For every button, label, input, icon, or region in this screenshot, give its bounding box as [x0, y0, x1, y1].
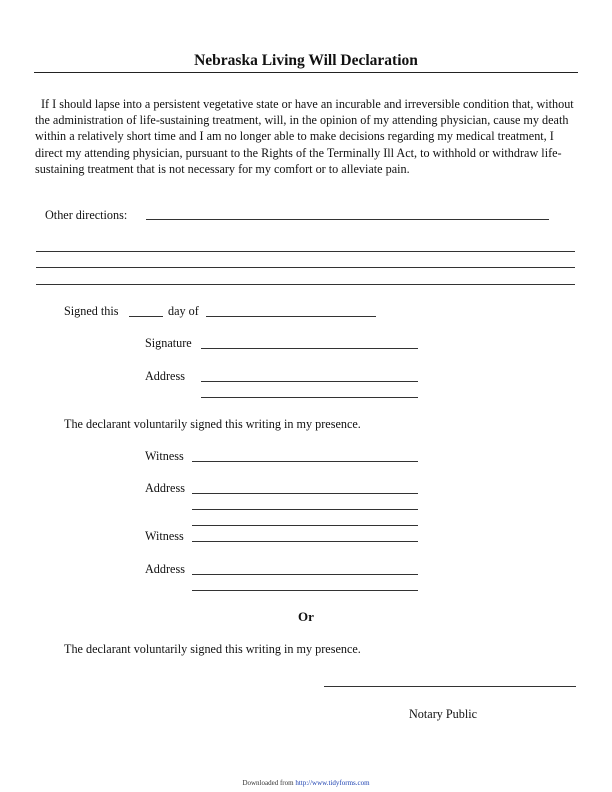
or-separator: Or	[298, 609, 314, 624]
witness-1-address-field-1[interactable]	[192, 493, 418, 494]
footer-prefix: Downloaded from	[242, 779, 294, 787]
witness-presence-statement: The declarant voluntarily signed this writing in my presence.	[64, 417, 361, 431]
other-directions-field[interactable]	[146, 219, 549, 220]
witness-2-address-label: Address	[145, 562, 185, 576]
witness-2-field[interactable]	[192, 541, 418, 542]
witness-1-address-field-3[interactable]	[192, 525, 418, 526]
witness-2-address-field-2[interactable]	[192, 590, 418, 591]
notary-signature-field[interactable]	[324, 686, 576, 687]
document-title: Nebraska Living Will Declaration	[194, 52, 418, 69]
signature-label: Signature	[145, 336, 192, 350]
declarant-address-label: Address	[145, 369, 185, 383]
witness-2-label: Witness	[145, 529, 184, 543]
other-directions-line-3[interactable]	[36, 267, 575, 268]
witness-2-address-field-1[interactable]	[192, 574, 418, 575]
other-directions-line-2[interactable]	[36, 251, 575, 252]
witness-1-field[interactable]	[192, 461, 418, 462]
title-divider	[34, 72, 578, 73]
other-directions-line-4[interactable]	[36, 284, 575, 285]
witness-1-address-field-2[interactable]	[192, 509, 418, 510]
download-footer	[0, 779, 612, 787]
other-directions-label: Other directions:	[45, 208, 128, 222]
day-of-label: day of	[168, 304, 199, 318]
declarant-address-field-1[interactable]	[201, 381, 418, 382]
declarant-address-field-2[interactable]	[201, 397, 418, 398]
signature-field[interactable]	[201, 348, 418, 349]
notary-public-label: Notary Public	[409, 707, 478, 721]
signed-this-label: Signed this	[64, 304, 119, 318]
signed-month-year-field[interactable]	[206, 316, 376, 317]
witness-1-label: Witness	[145, 449, 184, 463]
signed-day-field[interactable]	[129, 316, 163, 317]
footer-link[interactable]: http://www.tidyforms.com	[295, 779, 370, 787]
declaration-paragraph: If I should lapse into a persistent vegetative state or have an incurable and irreversible condition that, without the administration of life-sustaining treatment, will, in the opinion of my attending physician, cause my death within a relatively short time and I am no longer able to make decisions regarding my medical treatment, I direct my attending physician, pursuant to the Rights of the Terminally Ill Act, to withhold or withdraw life-sustaining treatment that is not necessary for my comfort or to alleviate pain.	[35, 97, 574, 176]
notary-presence-statement: The declarant voluntarily signed this writing in my presence.	[64, 642, 361, 656]
witness-1-address-label: Address	[145, 481, 185, 495]
